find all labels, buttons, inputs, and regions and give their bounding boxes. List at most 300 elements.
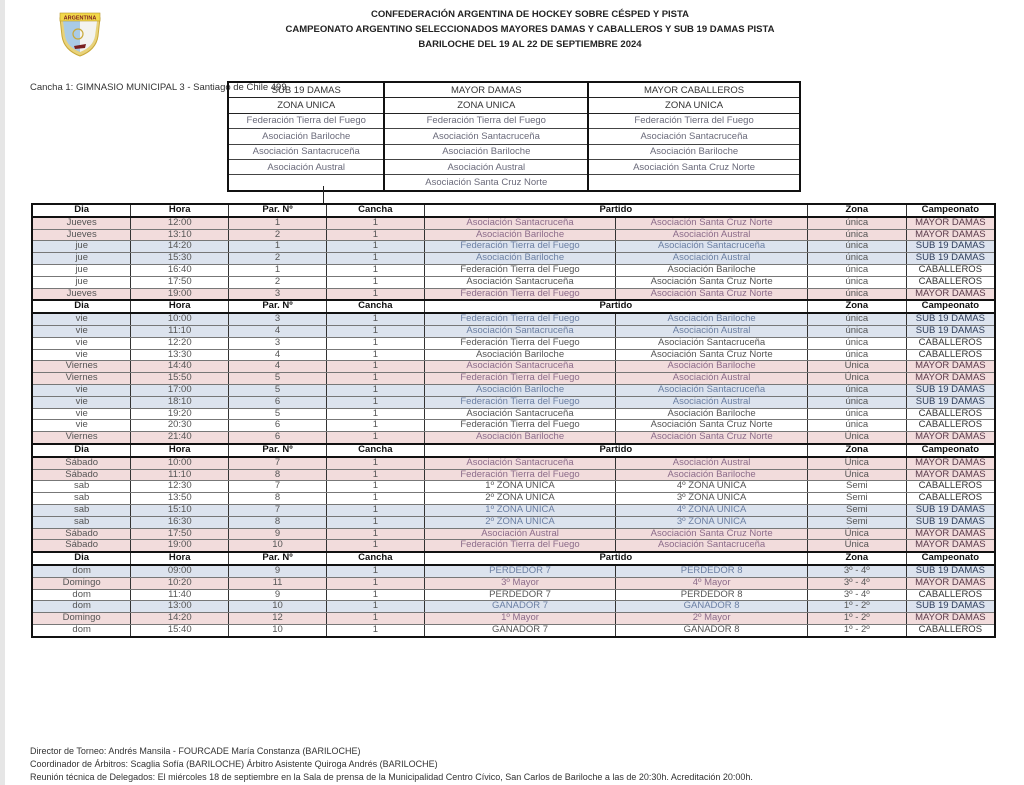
championship-cell: CABALLEROS (906, 349, 995, 361)
match-row (32, 469, 995, 481)
day-cell: sab (32, 504, 131, 516)
away-team-cell: PERDEDOR 8 (616, 565, 808, 577)
championship-cell: CABALLEROS (906, 264, 995, 276)
championship-cell: MAYOR DAMAS (906, 469, 995, 481)
col-zona-header: Zona (807, 444, 906, 457)
zone-cell: única (807, 241, 906, 253)
court-cell: 1 (326, 493, 424, 505)
schedule-header-row (32, 444, 995, 457)
home-team-cell: Federación Tierra del Fuego (424, 396, 616, 408)
time-cell: 15:40 (131, 624, 229, 636)
day-cell: vie (32, 313, 131, 325)
match-number-cell: 2 (229, 229, 327, 241)
zone-team-cell: Asociación Santacruceña (228, 144, 384, 159)
day-cell: sab (32, 516, 131, 528)
home-team-cell: Asociación Austral (424, 528, 616, 540)
court-cell: 1 (326, 540, 424, 552)
championship-cell: SUB 19 DAMAS (906, 396, 995, 408)
away-team-cell: Asociación Santa Cruz Norte (616, 276, 808, 288)
match-number-cell: 9 (229, 565, 327, 577)
home-team-cell: 3º Mayor (424, 577, 616, 589)
day-cell: dom (32, 589, 131, 601)
match-number-cell: 4 (229, 349, 327, 361)
away-team-cell: 4º Mayor (616, 577, 808, 589)
match-number-cell: 10 (229, 540, 327, 552)
time-cell: 15:50 (131, 373, 229, 385)
championship-cell: MAYOR DAMAS (906, 540, 995, 552)
zone-cell: única (807, 408, 906, 420)
time-cell: 12:30 (131, 481, 229, 493)
match-row (32, 349, 995, 361)
home-team-cell: PERDEDOR 7 (424, 589, 616, 601)
court-cell: 1 (326, 613, 424, 625)
match-number-cell: 9 (229, 589, 327, 601)
away-team-cell: 4º ZONA UNICA (616, 504, 808, 516)
day-cell: Jueves (32, 229, 131, 241)
away-team-cell: 4º ZONA UNICA (616, 481, 808, 493)
home-team-cell: 1º Mayor (424, 613, 616, 625)
col-cancha-header: Cancha (326, 204, 424, 217)
away-team-cell: Asociación Austral (616, 253, 808, 265)
zone-cell: Única (807, 528, 906, 540)
home-team-cell: Asociación Santacruceña (424, 361, 616, 373)
col-hora-header: Hora (131, 444, 229, 457)
match-row (32, 613, 995, 625)
zone-team-cell: Asociación Bariloche (588, 144, 800, 159)
match-row (32, 253, 995, 265)
home-team-cell: PERDEDOR 7 (424, 565, 616, 577)
zone-cell: Semi (807, 504, 906, 516)
match-number-cell: 2 (229, 276, 327, 288)
col-partido-header: Partido (424, 204, 807, 217)
document-title-block (200, 7, 860, 52)
championship-cell: SUB 19 DAMAS (906, 325, 995, 337)
day-cell: vie (32, 420, 131, 432)
away-team-cell: Asociación Santa Cruz Norte (616, 528, 808, 540)
match-number-cell: 1 (229, 241, 327, 253)
time-cell: 11:10 (131, 469, 229, 481)
championship-cell: MAYOR DAMAS (906, 577, 995, 589)
zone-cell: única (807, 384, 906, 396)
championship-cell: CABALLEROS (906, 420, 995, 432)
court-cell: 1 (326, 253, 424, 265)
away-team-cell: GANADOR 8 (616, 601, 808, 613)
day-cell: dom (32, 624, 131, 636)
home-team-cell: Federación Tierra del Fuego (424, 373, 616, 385)
zone-cell: Única (807, 432, 906, 444)
match-number-cell: 10 (229, 624, 327, 636)
day-cell: vie (32, 337, 131, 349)
court-cell: 1 (326, 361, 424, 373)
col-hora-header: Hora (131, 552, 229, 565)
court-cell: 1 (326, 217, 424, 229)
away-team-cell: GANADOR 8 (616, 624, 808, 636)
court-cell: 1 (326, 396, 424, 408)
zone-label: ZONA UNICA (228, 98, 384, 113)
day-cell: sab (32, 481, 131, 493)
zone-cell: única (807, 396, 906, 408)
day-cell: dom (32, 565, 131, 577)
championship-title: CAMPEONATO ARGENTINO SELECCIONADOS MAYORES DAMAS Y CABALLEROS Y SUB 19 DAMAS PISTA (285, 24, 775, 35)
day-cell: Domingo (32, 577, 131, 589)
match-number-cell: 9 (229, 528, 327, 540)
time-cell: 13:50 (131, 493, 229, 505)
championship-cell: SUB 19 DAMAS (906, 565, 995, 577)
time-cell: 13:30 (131, 349, 229, 361)
championship-cell: CABALLEROS (906, 408, 995, 420)
away-team-cell: Asociación Bariloche (616, 313, 808, 325)
match-number-cell: 5 (229, 373, 327, 385)
time-cell: 16:30 (131, 516, 229, 528)
time-cell: 19:20 (131, 408, 229, 420)
match-number-cell: 7 (229, 481, 327, 493)
time-cell: 14:20 (131, 613, 229, 625)
time-cell: 17:00 (131, 384, 229, 396)
match-row (32, 325, 995, 337)
time-cell: 13:10 (131, 229, 229, 241)
championship-cell: MAYOR DAMAS (906, 229, 995, 241)
day-cell: sab (32, 493, 131, 505)
match-number-cell: 8 (229, 493, 327, 505)
col-par-header: Par. Nº (229, 300, 327, 313)
championship-cell: MAYOR DAMAS (906, 288, 995, 300)
court-cell: 1 (326, 241, 424, 253)
home-team-cell: 1º ZONA UNICA (424, 481, 616, 493)
home-team-cell: 1º ZONA UNICA (424, 504, 616, 516)
match-number-cell: 4 (229, 325, 327, 337)
championship-cell: CABALLEROS (906, 276, 995, 288)
match-row (32, 384, 995, 396)
connector-line (323, 186, 324, 204)
col-partido-header: Partido (424, 300, 807, 313)
match-row (32, 408, 995, 420)
match-number-cell: 3 (229, 337, 327, 349)
zone-cell: única (807, 276, 906, 288)
away-team-cell: Asociación Bariloche (616, 361, 808, 373)
home-team-cell: Federación Tierra del Fuego (424, 540, 616, 552)
day-cell: jue (32, 276, 131, 288)
day-cell: Jueves (32, 288, 131, 300)
col-cancha-header: Cancha (326, 552, 424, 565)
championship-cell: CABALLEROS (906, 493, 995, 505)
home-team-cell: Asociación Santacruceña (424, 408, 616, 420)
home-team-cell: Asociación Bariloche (424, 432, 616, 444)
day-cell: dom (32, 601, 131, 613)
footer-notes (30, 745, 753, 784)
zones-table (227, 81, 801, 192)
time-cell: 19:00 (131, 288, 229, 300)
col-par-header: Par. Nº (229, 444, 327, 457)
match-number-cell: 1 (229, 217, 327, 229)
col-dia-header: Dia (32, 204, 131, 217)
schedule-header-row (32, 204, 995, 217)
match-number-cell: 4 (229, 361, 327, 373)
day-cell: jue (32, 264, 131, 276)
match-number-cell: 3 (229, 288, 327, 300)
zone-cell: 3º - 4º (807, 565, 906, 577)
court-cell: 1 (326, 589, 424, 601)
away-team-cell: 2º Mayor (616, 613, 808, 625)
event-dates: BARILOCHE DEL 19 AL 22 DE SEPTIEMBRE 2024 (418, 39, 642, 50)
col-campeonato-header: Campeonato (906, 300, 995, 313)
time-cell: 13:00 (131, 601, 229, 613)
time-cell: 11:10 (131, 325, 229, 337)
zone-team-cell: Asociación Austral (384, 159, 588, 174)
day-cell: Jueves (32, 217, 131, 229)
championship-cell: SUB 19 DAMAS (906, 253, 995, 265)
day-cell: Sábado (32, 457, 131, 469)
away-team-cell: Asociación Santacruceña (616, 384, 808, 396)
zone-team-cell: Asociación Santa Cruz Norte (384, 175, 588, 191)
time-cell: 16:40 (131, 264, 229, 276)
home-team-cell: 2º ZONA UNICA (424, 493, 616, 505)
home-team-cell: Federación Tierra del Fuego (424, 264, 616, 276)
championship-cell: MAYOR DAMAS (906, 373, 995, 385)
match-row (32, 313, 995, 325)
time-cell: 10:20 (131, 577, 229, 589)
zone-cell: Única (807, 373, 906, 385)
match-row (32, 337, 995, 349)
zone-cell: Única (807, 457, 906, 469)
home-team-cell: Federación Tierra del Fuego (424, 469, 616, 481)
away-team-cell: Asociación Santacruceña (616, 241, 808, 253)
col-dia-header: Dia (32, 300, 131, 313)
court-cell: 1 (326, 288, 424, 300)
zone-cell: única (807, 217, 906, 229)
away-team-cell: Asociación Austral (616, 373, 808, 385)
col-zona-header: Zona (807, 552, 906, 565)
away-team-cell: Asociación Austral (616, 396, 808, 408)
match-row (32, 264, 995, 276)
argentina-hockey-logo (52, 10, 108, 58)
match-number-cell: 2 (229, 253, 327, 265)
court-cell: 1 (326, 384, 424, 396)
home-team-cell: Federación Tierra del Fuego (424, 420, 616, 432)
zone-header-sub19: SUB 19 DAMAS (228, 82, 384, 98)
championship-cell: CABALLEROS (906, 481, 995, 493)
match-number-cell: 8 (229, 516, 327, 528)
day-cell: jue (32, 253, 131, 265)
zone-cell: 1º - 2º (807, 601, 906, 613)
zone-team-row (228, 129, 800, 144)
day-cell: vie (32, 384, 131, 396)
court-cell: 1 (326, 565, 424, 577)
court-cell: 1 (326, 264, 424, 276)
away-team-cell: Asociación Santa Cruz Norte (616, 432, 808, 444)
zone-team-cell: Asociación Santacruceña (384, 129, 588, 144)
day-cell: vie (32, 349, 131, 361)
court-cell: 1 (326, 601, 424, 613)
championship-cell: MAYOR DAMAS (906, 432, 995, 444)
time-cell: 12:20 (131, 337, 229, 349)
match-row (32, 373, 995, 385)
home-team-cell: Asociación Santacruceña (424, 276, 616, 288)
col-zona-header: Zona (807, 300, 906, 313)
match-number-cell: 6 (229, 396, 327, 408)
court-cell: 1 (326, 577, 424, 589)
time-cell: 10:00 (131, 457, 229, 469)
zone-team-row (228, 144, 800, 159)
court-cell: 1 (326, 481, 424, 493)
zone-cell: 3º - 4º (807, 589, 906, 601)
match-number-cell: 12 (229, 613, 327, 625)
zone-team-row (228, 159, 800, 174)
match-number-cell: 1 (229, 264, 327, 276)
match-number-cell: 11 (229, 577, 327, 589)
match-number-cell: 6 (229, 432, 327, 444)
match-row (32, 241, 995, 253)
time-cell: 15:10 (131, 504, 229, 516)
zone-cell: 3º - 4º (807, 577, 906, 589)
court-cell: 1 (326, 457, 424, 469)
day-cell: Sábado (32, 528, 131, 540)
zone-cell: Semi (807, 481, 906, 493)
championship-cell: SUB 19 DAMAS (906, 313, 995, 325)
delegates-meeting: Reunión técnica de Delegados: El miércoles 18 de septiembre en la Sala de prensa de la Municipalidad Centro Cívico, San Carlos de Bariloche a las de 20:30h. Acreditación 20:00h. (30, 772, 753, 782)
col-dia-header: Dia (32, 552, 131, 565)
court-cell: 1 (326, 313, 424, 325)
time-cell: 17:50 (131, 528, 229, 540)
home-team-cell: 2º ZONA UNICA (424, 516, 616, 528)
championship-cell: CABALLEROS (906, 337, 995, 349)
court-cell: 1 (326, 528, 424, 540)
home-team-cell: GANADOR 7 (424, 601, 616, 613)
championship-cell: MAYOR DAMAS (906, 361, 995, 373)
match-number-cell: 5 (229, 384, 327, 396)
zone-header-mayor-caballeros: MAYOR CABALLEROS (588, 82, 800, 98)
time-cell: 20:30 (131, 420, 229, 432)
zone-cell: 1º - 2º (807, 624, 906, 636)
championship-cell: MAYOR DAMAS (906, 457, 995, 469)
svg-text:ARGENTINA: ARGENTINA (63, 15, 97, 22)
away-team-cell: Asociación Bariloche (616, 408, 808, 420)
day-cell: vie (32, 325, 131, 337)
time-cell: 11:40 (131, 589, 229, 601)
championship-cell: MAYOR DAMAS (906, 613, 995, 625)
match-row (32, 396, 995, 408)
zone-cell: Semi (807, 493, 906, 505)
zones-header-row (228, 82, 800, 98)
zone-team-cell: Federación Tierra del Fuego (384, 113, 588, 128)
home-team-cell: Federación Tierra del Fuego (424, 337, 616, 349)
court-cell: 1 (326, 624, 424, 636)
zone-team-cell: Federación Tierra del Fuego (588, 113, 800, 128)
zone-cell: única (807, 325, 906, 337)
court-cell: 1 (326, 325, 424, 337)
away-team-cell: Asociación Bariloche (616, 264, 808, 276)
championship-cell: SUB 19 DAMAS (906, 384, 995, 396)
home-team-cell: Asociación Bariloche (424, 229, 616, 241)
court-cell: 1 (326, 349, 424, 361)
away-team-cell: Asociación Austral (616, 325, 808, 337)
time-cell: 14:40 (131, 361, 229, 373)
match-row (32, 589, 995, 601)
col-campeonato-header: Campeonato (906, 204, 995, 217)
championship-cell: CABALLEROS (906, 624, 995, 636)
court-cell: 1 (326, 469, 424, 481)
match-row (32, 493, 995, 505)
championship-cell: CABALLEROS (906, 589, 995, 601)
zone-cell: única (807, 337, 906, 349)
time-cell: 10:00 (131, 313, 229, 325)
col-zona-header: Zona (807, 204, 906, 217)
court-cell: 1 (326, 420, 424, 432)
day-cell: Sábado (32, 540, 131, 552)
home-team-cell: Asociación Bariloche (424, 349, 616, 361)
zone-cell: única (807, 264, 906, 276)
day-cell: vie (32, 396, 131, 408)
schedule-header-row (32, 300, 995, 313)
match-number-cell: 3 (229, 313, 327, 325)
away-team-cell: Asociación Bariloche (616, 469, 808, 481)
match-row (32, 565, 995, 577)
match-row (32, 457, 995, 469)
zone-team-row (228, 175, 800, 191)
court-cell: 1 (326, 516, 424, 528)
zone-label: ZONA UNICA (384, 98, 588, 113)
championship-cell: SUB 19 DAMAS (906, 601, 995, 613)
away-team-cell: Asociación Austral (616, 229, 808, 241)
court-cell: 1 (326, 504, 424, 516)
away-team-cell: Asociación Santa Cruz Norte (616, 217, 808, 229)
home-team-cell: Asociación Bariloche (424, 253, 616, 265)
zone-cell: única (807, 313, 906, 325)
zone-team-cell: Asociación Santacruceña (588, 129, 800, 144)
championship-cell: MAYOR DAMAS (906, 217, 995, 229)
zone-cell: única (807, 229, 906, 241)
referee-coordinator: Coordinador de Árbitros: Scaglia Sofía (BARILOCHE) Árbitro Asistente Quiroga Andrés (BARILOCHE) (30, 759, 438, 769)
match-row (32, 481, 995, 493)
match-number-cell: 5 (229, 408, 327, 420)
zone-team-row (228, 113, 800, 128)
col-dia-header: Dia (32, 444, 131, 457)
zone-team-cell: Asociación Bariloche (384, 144, 588, 159)
day-cell: Viernes (32, 361, 131, 373)
court-cell: 1 (326, 373, 424, 385)
match-row (32, 432, 995, 444)
zone-cell: Semi (807, 516, 906, 528)
day-cell: Sábado (32, 469, 131, 481)
page-edge (0, 0, 5, 785)
championship-cell: SUB 19 DAMAS (906, 504, 995, 516)
schedule-table (31, 203, 996, 638)
col-par-header: Par. Nº (229, 552, 327, 565)
zone-cell: única (807, 288, 906, 300)
col-campeonato-header: Campeonato (906, 552, 995, 565)
time-cell: 12:00 (131, 217, 229, 229)
home-team-cell: Asociación Bariloche (424, 384, 616, 396)
match-row (32, 288, 995, 300)
championship-cell: MAYOR DAMAS (906, 528, 995, 540)
time-cell: 18:10 (131, 396, 229, 408)
away-team-cell: Asociación Santacruceña (616, 540, 808, 552)
day-cell: vie (32, 408, 131, 420)
zone-cell: única (807, 349, 906, 361)
match-row (32, 516, 995, 528)
away-team-cell: Asociación Santacruceña (616, 337, 808, 349)
home-team-cell: GANADOR 7 (424, 624, 616, 636)
match-number-cell: 6 (229, 420, 327, 432)
day-cell: Viernes (32, 432, 131, 444)
away-team-cell: Asociación Santa Cruz Norte (616, 349, 808, 361)
match-row (32, 624, 995, 636)
match-row (32, 217, 995, 229)
col-campeonato-header: Campeonato (906, 444, 995, 457)
away-team-cell: Asociación Austral (616, 457, 808, 469)
away-team-cell: 3º ZONA UNICA (616, 493, 808, 505)
zone-header-mayor-damas: MAYOR DAMAS (384, 82, 588, 98)
home-team-cell: Federación Tierra del Fuego (424, 288, 616, 300)
